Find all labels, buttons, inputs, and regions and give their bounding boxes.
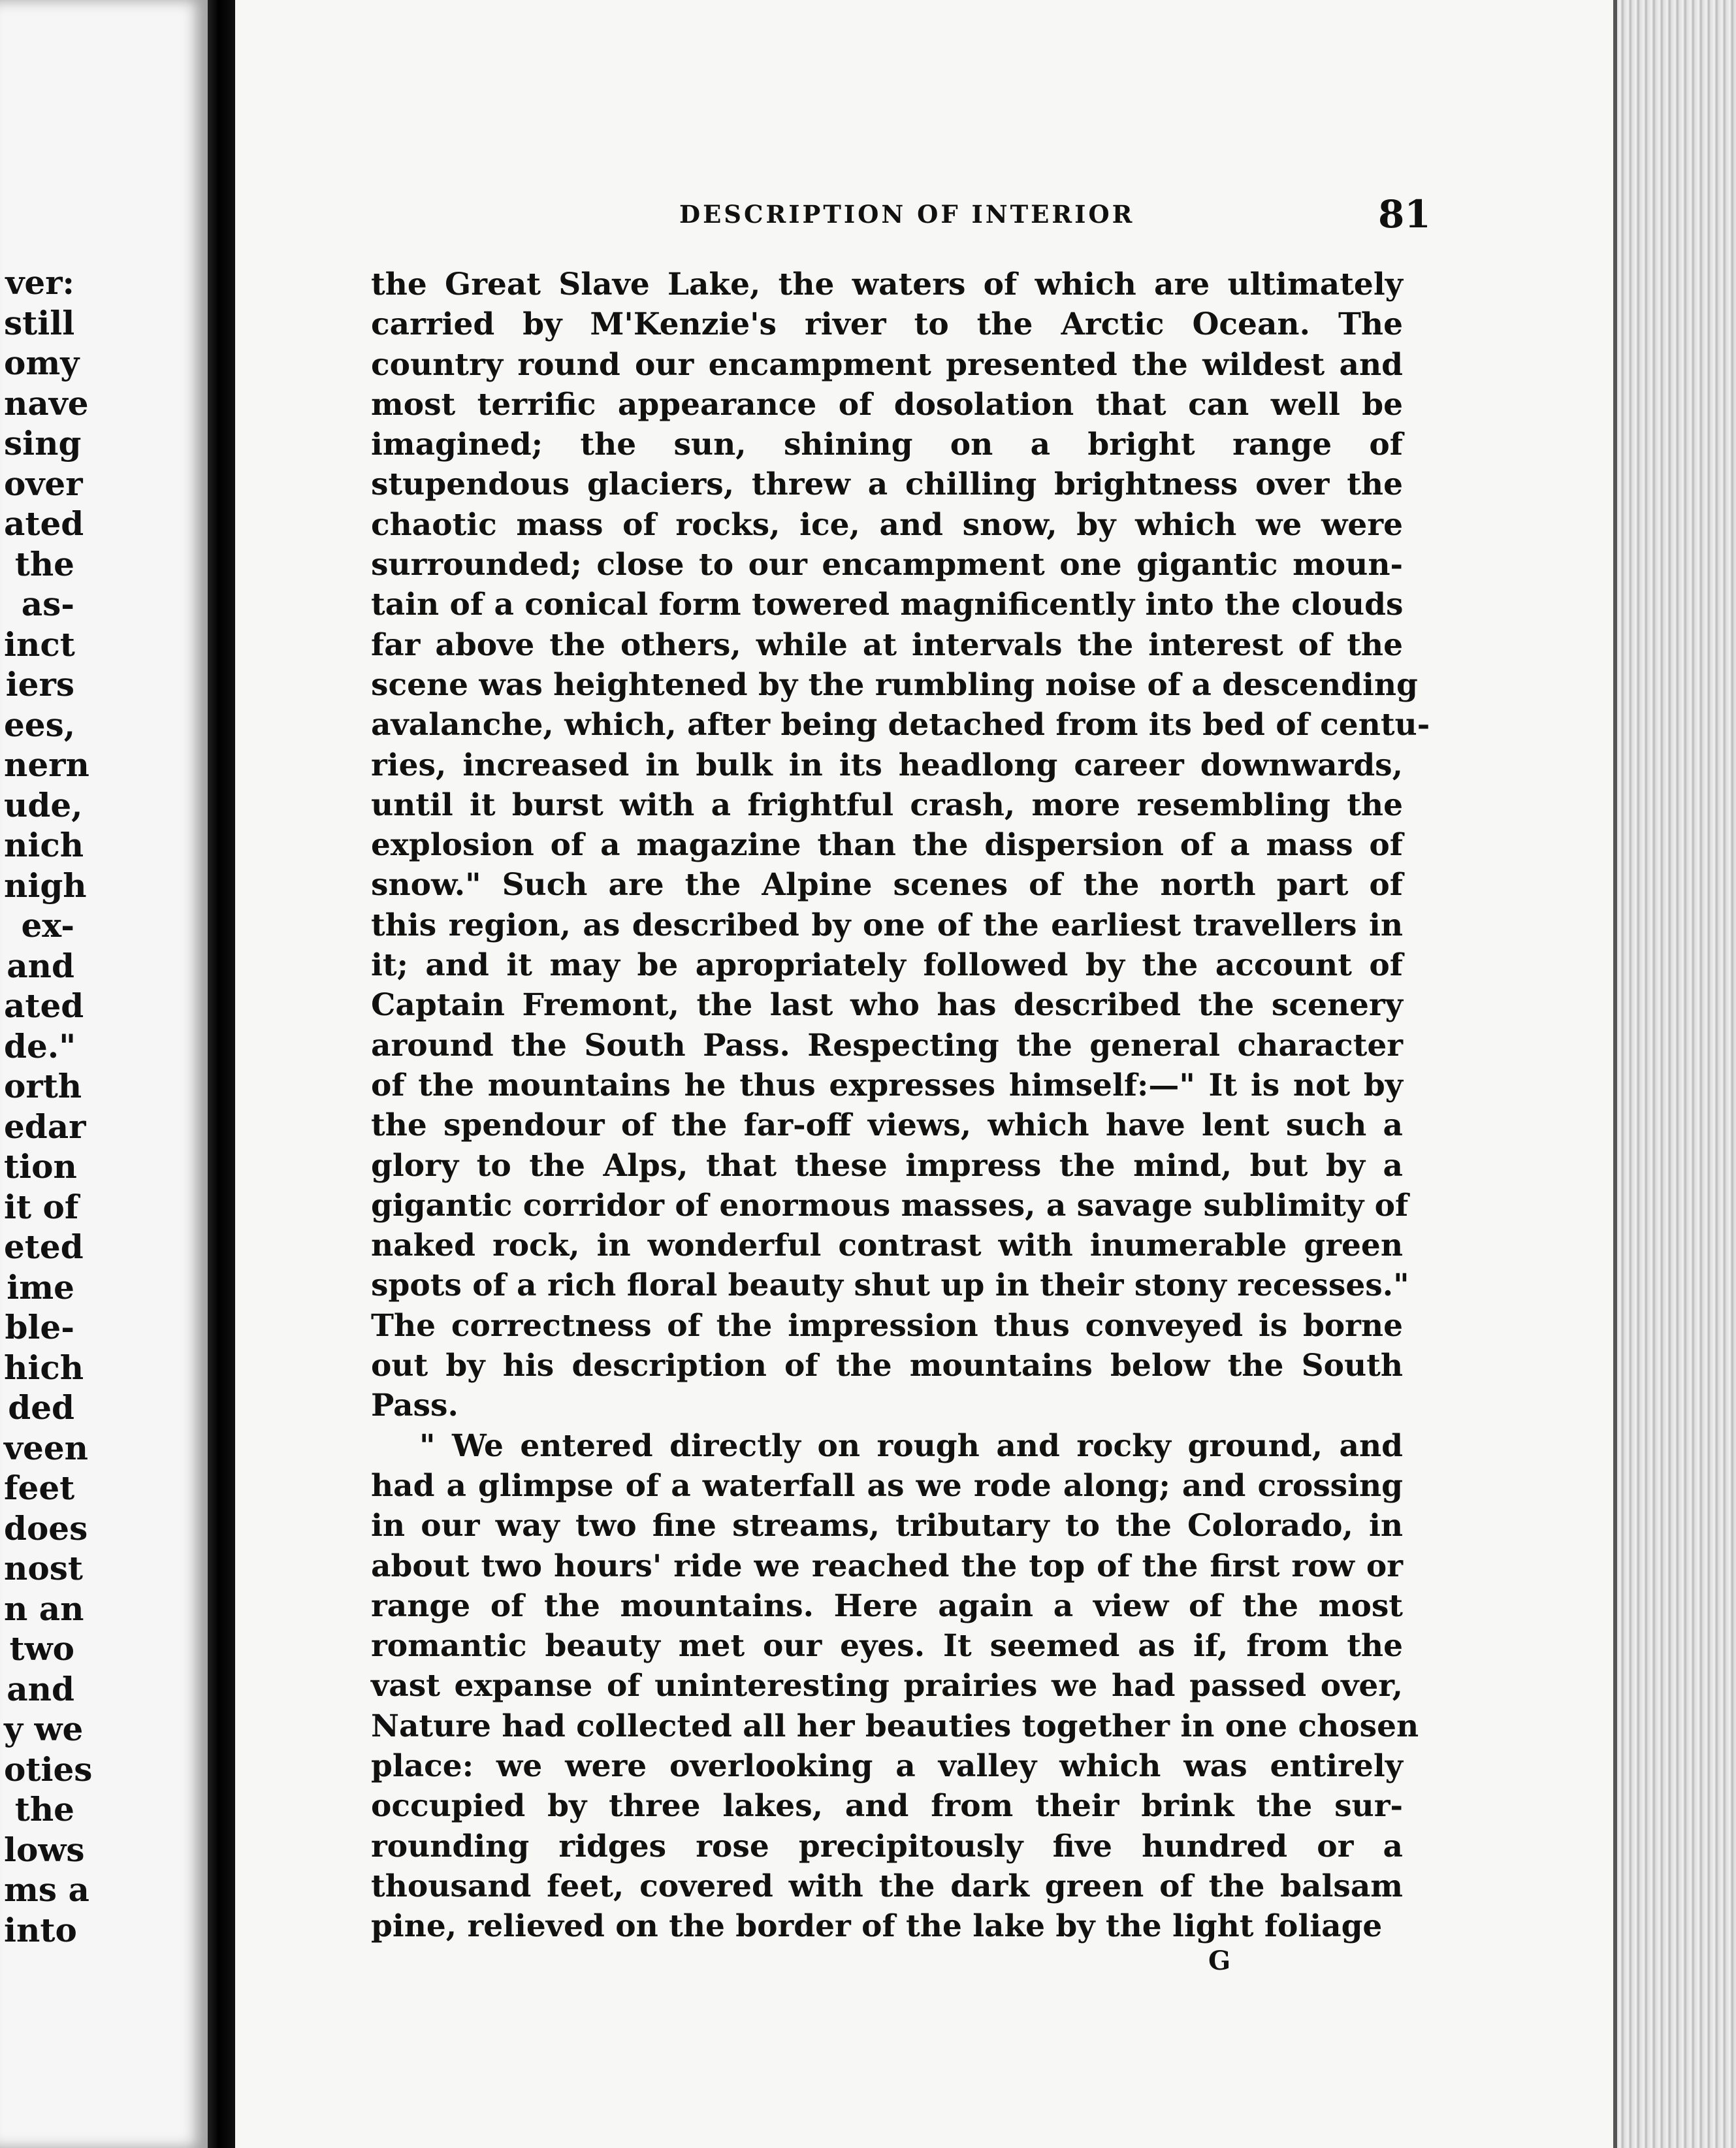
fragment-line: ex- bbox=[21, 906, 74, 945]
fragment-line: into bbox=[4, 1910, 77, 1949]
fragment-line: ms a bbox=[4, 1870, 89, 1909]
fragment-line: two bbox=[9, 1629, 74, 1668]
fragment-line: eted bbox=[4, 1228, 84, 1266]
text-line: imagined; the sun, shining on a bright range of bbox=[371, 427, 1403, 463]
fragment-line: the bbox=[14, 544, 74, 583]
fragment-line: does bbox=[4, 1508, 88, 1548]
fragment-line: and bbox=[7, 1669, 74, 1708]
text-line: scene was heightened by the rumbling noise of a descending bbox=[371, 666, 1418, 703]
text-line: out by his description of the mountains below the South bbox=[371, 1348, 1403, 1384]
text-line: occupied by three lakes, and from their brink the sur- bbox=[371, 1788, 1403, 1825]
fragment-line: the bbox=[14, 1790, 74, 1829]
fragment-line: nich bbox=[4, 826, 84, 864]
text-line: the spendour of the far-off views, which have lent such a bbox=[371, 1107, 1403, 1144]
text-line: about two hours' ride we reached the top of the first row or bbox=[371, 1548, 1403, 1584]
fragment-line: hich bbox=[4, 1348, 84, 1387]
text-line: around the South Pass. Respecting the general character bbox=[371, 1027, 1403, 1064]
fragment-line: orth bbox=[4, 1067, 82, 1105]
fragment-line: sing bbox=[4, 424, 82, 463]
page-number: 81 bbox=[1378, 192, 1431, 236]
fragment-line: as- bbox=[21, 585, 74, 623]
text-line: the Great Slave Lake, the waters of which are ultimately bbox=[371, 267, 1403, 302]
fragment-line: feet bbox=[4, 1469, 75, 1507]
text-line: until it burst with a frightful crash, more resembling the bbox=[371, 787, 1403, 823]
text-line: explosion of a magazine than the dispersion of a mass of bbox=[371, 827, 1403, 864]
fragment-line: veen bbox=[4, 1428, 89, 1467]
fragment-line: it of bbox=[4, 1187, 79, 1226]
text-line: place: we were overlooking a valley which was entirely bbox=[371, 1748, 1403, 1784]
text-line: carried by M'Kenzie's river to the Arctic Ocean. The bbox=[371, 306, 1403, 343]
text-line: romantic beauty met our eyes. It seemed as if, from the bbox=[371, 1628, 1403, 1665]
fragment-line: y we bbox=[4, 1710, 84, 1748]
text-line: chaotic mass of rocks, ice, and snow, by which we were bbox=[371, 506, 1403, 543]
text-line: stupendous glaciers, threw a chilling brightness over the bbox=[371, 466, 1403, 503]
fragment-line: ated bbox=[4, 986, 84, 1025]
fragment-line: de." bbox=[4, 1026, 76, 1066]
text-line: range of the mountains. Here again a view of the most bbox=[371, 1587, 1403, 1624]
fragment-line: edar bbox=[4, 1107, 86, 1146]
fragment-line: still bbox=[4, 303, 75, 342]
fragment-line: over bbox=[4, 464, 83, 503]
fragment-line: ime bbox=[7, 1267, 74, 1307]
previous-page bbox=[0, 0, 208, 2148]
text-line: avalanche, which, after being detached from its bed of centu- bbox=[371, 707, 1430, 743]
fragment-line: nave bbox=[4, 383, 89, 423]
fragment-line: ees, bbox=[4, 705, 76, 744]
text-line: pine, relieved on the border of the lake by the light foliage bbox=[371, 1908, 1383, 1945]
fragment-line: nigh bbox=[4, 866, 87, 905]
fragment-line: nost bbox=[4, 1549, 83, 1587]
text-line: had a glimpse of a waterfall as we rode along; and crossing bbox=[371, 1467, 1403, 1504]
fragment-line: and bbox=[7, 946, 74, 985]
text-line: far above the others, while at intervals the interest of the bbox=[371, 626, 1403, 663]
text-line: rounding ridges rose precipitously five hundred or a bbox=[371, 1828, 1403, 1864]
text-line: thousand feet, covered with the dark green of the balsam bbox=[371, 1868, 1403, 1904]
fragment-line: inct bbox=[4, 625, 75, 664]
fragment-line: ated bbox=[4, 504, 84, 543]
text-line: naked rock, in wonderful contrast with inumerable green bbox=[371, 1228, 1403, 1264]
text-line: Captain Fremont, the last who has described the scenery bbox=[371, 987, 1403, 1024]
fragment-line: ude, bbox=[4, 785, 83, 824]
text-line: this region, as described by one of the earliest travellers in bbox=[371, 907, 1403, 943]
text-line: glory to the Alps, that these impress the mind, but by a bbox=[371, 1147, 1403, 1184]
text-line: spots of a rich floral beauty shut up in their stony recesses." bbox=[371, 1267, 1409, 1304]
signature-mark: G bbox=[1208, 1945, 1231, 1976]
text-line: snow." Such are the Alpine scenes of the north part of bbox=[371, 867, 1403, 903]
previous-page-text bbox=[4, 263, 93, 1950]
fragment-line: oties bbox=[4, 1749, 93, 1789]
text-line: vast expanse of uninteresting prairies we had passed over, bbox=[371, 1668, 1403, 1704]
text-line: Nature had collected all her beauties together in one chosen bbox=[371, 1708, 1419, 1744]
text-line: " We entered directly on rough and rocky ground, and bbox=[419, 1427, 1403, 1464]
fragment-line: iers bbox=[5, 665, 74, 704]
fragment-line: tion bbox=[4, 1147, 77, 1186]
page-edges bbox=[1613, 0, 1736, 2148]
text-line: tain of a conical form towered magnificently into the clouds bbox=[371, 587, 1404, 623]
fragment-line: nern bbox=[4, 745, 89, 784]
fragment-line: ble- bbox=[5, 1308, 74, 1346]
text-line: surrounded; close to our encampment one gigantic moun- bbox=[371, 547, 1403, 583]
text-line: Pass. bbox=[371, 1388, 458, 1424]
text-line: in our way two fine streams, tributary to the Colorado, in bbox=[371, 1508, 1403, 1544]
fragment-line: ded bbox=[8, 1388, 74, 1427]
text-line: gigantic corridor of enormous masses, a savage sublimity of bbox=[371, 1187, 1409, 1224]
fragment-line: lows bbox=[4, 1830, 85, 1869]
body-text bbox=[371, 265, 1430, 1946]
text-line: country round our encampment presented the wildest and bbox=[371, 346, 1403, 383]
text-line: it; and it may be apropriately followed by the account of bbox=[371, 947, 1403, 984]
text-line: of the mountains he thus expresses himself:—" It is not by bbox=[371, 1067, 1403, 1103]
running-head: DESCRIPTION OF INTERIOR bbox=[679, 200, 1135, 229]
text-line: ries, increased in bulk in its headlong career downwards, bbox=[371, 747, 1403, 783]
fragment-line: ver: bbox=[5, 263, 74, 302]
fragment-line: n an bbox=[4, 1589, 84, 1628]
book-gutter bbox=[208, 0, 235, 2148]
text-line: most terrific appearance of dosolation that can well be bbox=[371, 386, 1403, 423]
text-line: The correctness of the impression thus conveyed is borne bbox=[371, 1307, 1403, 1344]
fragment-line: omy bbox=[4, 344, 80, 382]
